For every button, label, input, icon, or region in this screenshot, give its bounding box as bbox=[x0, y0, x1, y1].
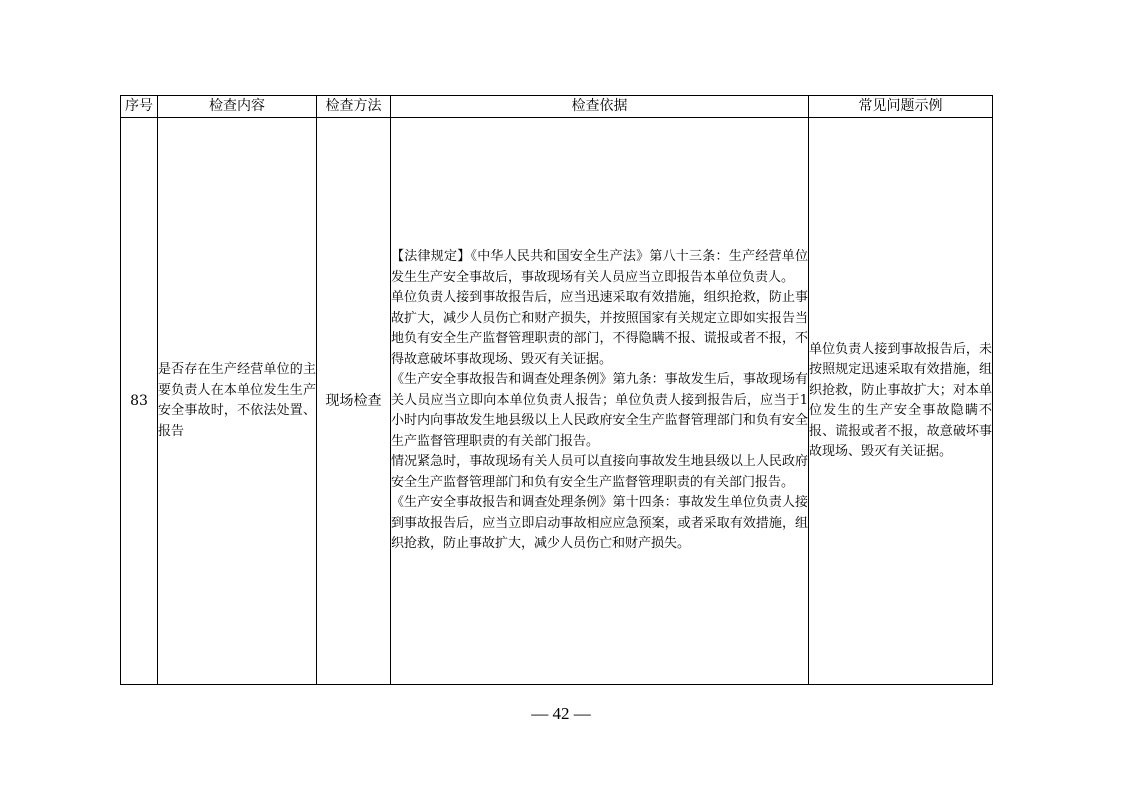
basis-paragraph: 《生产安全事故报告和调查处理条例》第九条：事故发生后，事故现场有关人员应当立即向本单位负责人报告；单位负责人接到报告后，应当于1小时内向事故发生地县级以上人民政府安全生产监督管理部门和负有安全生产监督管理职责的有关部门报告。 bbox=[391, 372, 808, 449]
header-issues: 常见问题示例 bbox=[809, 96, 993, 118]
header-basis: 检查依据 bbox=[391, 96, 809, 118]
header-no: 序号 bbox=[121, 96, 158, 118]
basis-paragraph: 情况紧急时，事故现场有关人员可以直接向事故发生地县级以上人民政府安全生产监督管理部门和负有安全生产监督管理职责的有关部门报告。 bbox=[391, 454, 808, 490]
basis-paragraph: 【法律规定】《中华人民共和国安全生产法》第八十三条：生产经营单位发生生产安全事故后，事故现场有关人员应当立即报告本单位负责人。 bbox=[391, 249, 808, 285]
row-number: 83 bbox=[121, 118, 158, 685]
header-method: 检查方法 bbox=[317, 96, 391, 118]
header-content: 检查内容 bbox=[158, 96, 317, 118]
check-method: 现场检查 bbox=[317, 118, 391, 685]
page-number: — 42 — bbox=[531, 704, 591, 723]
table-row bbox=[121, 118, 993, 685]
table-header-row bbox=[121, 96, 993, 118]
check-content: 是否存在生产经营单位的主要负责人在本单位发生生产安全事故时，不依法处置、报告 bbox=[158, 118, 317, 685]
inspection-table bbox=[120, 95, 993, 685]
check-basis bbox=[391, 118, 809, 685]
basis-paragraph: 单位负责人接到事故报告后，应当迅速采取有效措施，组织抢救，防止事故扩大，减少人员伤亡和财产损失，并按照国家有关规定立即如实报告当地负有安全生产监督管理职责的部门，不得隐瞒不报、谎报或者不报，不得故意破坏事故现场、毁灭有关证据。 bbox=[391, 290, 808, 367]
basis-paragraph: 《生产安全事故报告和调查处理条例》第十四条：事故发生单位负责人接到事故报告后，应当立即启动事故相应应急预案，或者采取有效措施，组织抢救，防止事故扩大，减少人员伤亡和财产损失。 bbox=[391, 495, 808, 552]
common-issues: 单位负责人接到事故报告后，未按照规定迅速采取有效措施，组织抢救，防止事故扩大；对本单位发生的生产安全事故隐瞒不报、谎报或者不报，故意破坏事故现场、毁灭有关证据。 bbox=[809, 118, 993, 685]
